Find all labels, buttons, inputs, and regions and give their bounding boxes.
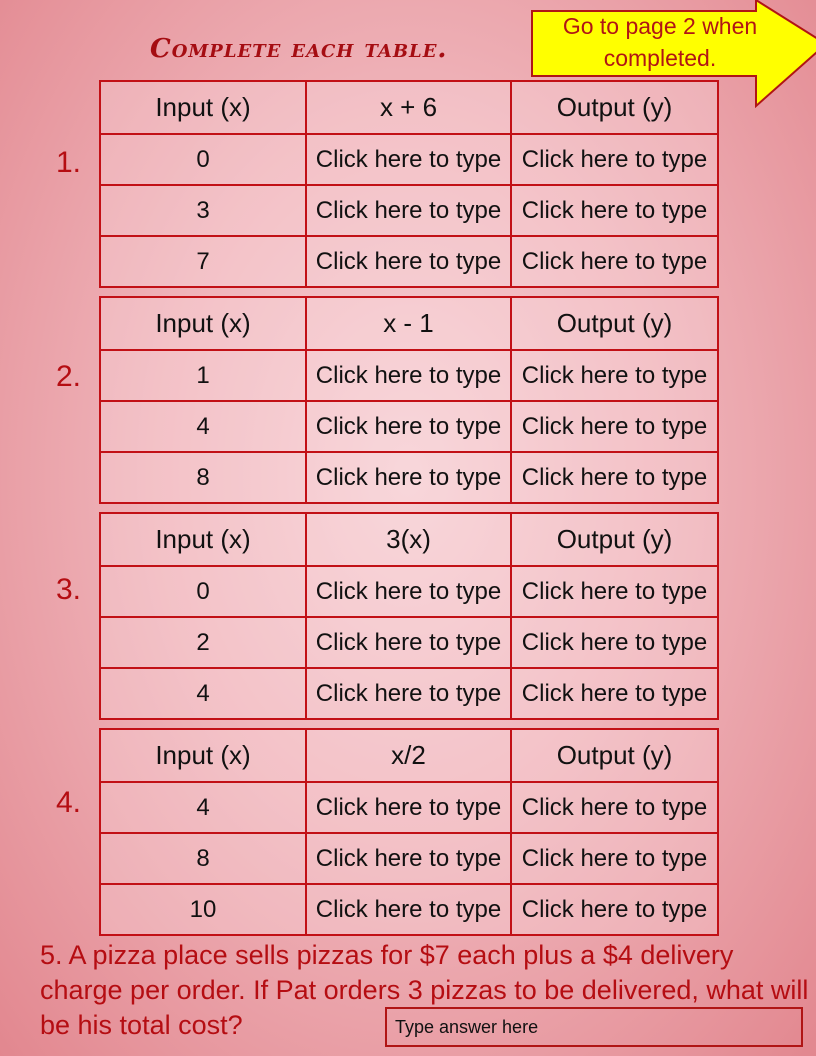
input-value: 1: [100, 350, 306, 401]
rule-answer-field[interactable]: Click here to type: [306, 617, 511, 668]
input-value: 0: [100, 566, 306, 617]
arrow-note: [534, 10, 786, 74]
input-value: 10: [100, 884, 306, 935]
input-value: 0: [100, 134, 306, 185]
rule-answer-field[interactable]: Click here to type: [306, 236, 511, 287]
output-header: Output (y): [511, 297, 718, 350]
rule-answer-field[interactable]: Click here to type: [306, 782, 511, 833]
rule-header: x/2: [306, 729, 511, 782]
input-header: Input (x): [100, 297, 306, 350]
input-value: 8: [100, 452, 306, 503]
output-answer-field[interactable]: Click here to type: [511, 782, 718, 833]
arrow-note-line2: completed.: [603, 45, 717, 71]
rule-answer-field[interactable]: Click here to type: [306, 401, 511, 452]
output-answer-field[interactable]: Click here to type: [511, 236, 718, 287]
rule-answer-field[interactable]: Click here to type: [306, 668, 511, 719]
answer-field[interactable]: Type answer here: [385, 1007, 803, 1047]
table-number: 1.: [56, 146, 82, 179]
rule-answer-field[interactable]: Click here to type: [306, 350, 511, 401]
table-number: 3.: [56, 573, 82, 606]
function-table-1: [99, 80, 719, 288]
input-header: Input (x): [100, 513, 306, 566]
rule-answer-field[interactable]: Click here to type: [306, 134, 511, 185]
arrow-note-line1: Go to page 2 when: [562, 13, 758, 39]
rule-header: 3(x): [306, 513, 511, 566]
output-answer-field[interactable]: Click here to type: [511, 350, 718, 401]
rule-answer-field[interactable]: Click here to type: [306, 833, 511, 884]
input-header: Input (x): [100, 729, 306, 782]
function-table-4: [99, 728, 719, 936]
rule-answer-field[interactable]: Click here to type: [306, 185, 511, 236]
function-table-3: [99, 512, 719, 720]
input-value: 4: [100, 782, 306, 833]
output-answer-field[interactable]: Click here to type: [511, 452, 718, 503]
rule-header: x - 1: [306, 297, 511, 350]
table-number: 2.: [56, 360, 82, 393]
output-answer-field[interactable]: Click here to type: [511, 401, 718, 452]
output-answer-field[interactable]: Click here to type: [511, 668, 718, 719]
input-value: 3: [100, 185, 306, 236]
output-answer-field[interactable]: Click here to type: [511, 884, 718, 935]
input-header: Input (x): [100, 81, 306, 134]
output-header: Output (y): [511, 729, 718, 782]
rule-header: x + 6: [306, 81, 511, 134]
word-problem: 5. A pizza place sells pizzas for $7 each plus a $4 delivery charge per order. If Pat orders 3 pizzas to be delivered, what will be his total cost?: [40, 940, 809, 1040]
page-title: Complete each table.: [150, 34, 448, 64]
function-table-2: [99, 296, 719, 504]
rule-answer-field[interactable]: Click here to type: [306, 452, 511, 503]
output-answer-field[interactable]: Click here to type: [511, 566, 718, 617]
output-answer-field[interactable]: Click here to type: [511, 833, 718, 884]
input-value: 4: [100, 668, 306, 719]
output-header: Output (y): [511, 513, 718, 566]
output-header: Output (y): [511, 81, 718, 134]
input-value: 4: [100, 401, 306, 452]
rule-answer-field[interactable]: Click here to type: [306, 884, 511, 935]
input-value: 2: [100, 617, 306, 668]
output-answer-field[interactable]: Click here to type: [511, 134, 718, 185]
table-number: 4.: [56, 786, 82, 819]
output-answer-field[interactable]: Click here to type: [511, 185, 718, 236]
rule-answer-field[interactable]: Click here to type: [306, 566, 511, 617]
output-answer-field[interactable]: Click here to type: [511, 617, 718, 668]
input-value: 7: [100, 236, 306, 287]
input-value: 8: [100, 833, 306, 884]
